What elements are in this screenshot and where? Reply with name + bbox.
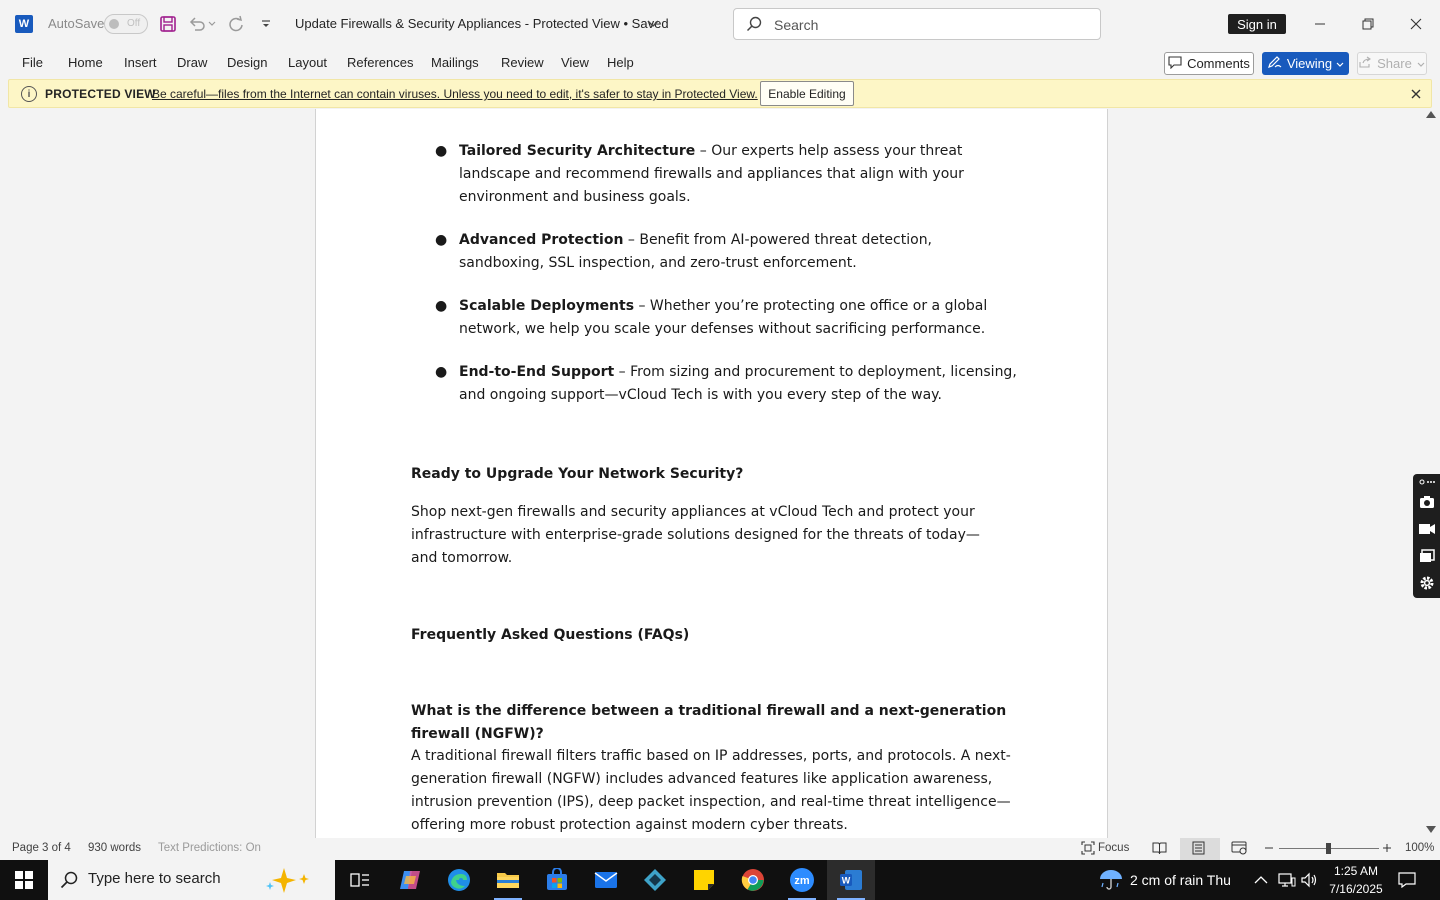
tab-view[interactable]: View	[561, 55, 589, 70]
scroll-down-arrow-icon[interactable]	[1426, 826, 1436, 833]
clock-date: 7/16/2025	[1329, 882, 1383, 896]
app-diamond-icon[interactable]	[631, 860, 679, 900]
autosave-toggle[interactable]	[104, 14, 148, 34]
tab-review[interactable]: Review	[501, 55, 544, 70]
word-count[interactable]: 930 words	[88, 842, 142, 854]
list-item-text: – From sizing and procurement to deployment, licensing, and ongoing support—vCloud Tech is with you every step of the way.	[459, 364, 1017, 403]
shop-paragraph: Shop next-gen firewalls and security appliances at vCloud Tech and protect your infrastructure with enterprise-grade solutions designed for the threats of today—and tomorrow.	[411, 504, 980, 566]
enable-editing-button[interactable]: Enable Editing	[760, 81, 854, 106]
taskbar-search-input[interactable]	[88, 870, 268, 887]
rain-umbrella-icon	[1098, 867, 1124, 894]
bullet-icon: ●	[435, 298, 448, 314]
read-mode-icon[interactable]	[1152, 841, 1167, 858]
share-button[interactable]	[1357, 52, 1427, 75]
more-options-icon[interactable]	[1418, 476, 1436, 488]
list-item	[435, 295, 1019, 341]
tab-design[interactable]: Design	[227, 55, 268, 70]
sign-in-button[interactable]: Sign in	[1228, 14, 1286, 34]
edge-browser-icon[interactable]	[435, 860, 483, 900]
customize-toolbar-icon[interactable]	[256, 14, 276, 34]
save-icon[interactable]	[158, 14, 178, 34]
svg-text:W: W	[841, 875, 851, 886]
list-item-title: Tailored Security Architecture	[459, 143, 696, 159]
tab-file[interactable]: File	[22, 55, 43, 70]
windows-start-icon[interactable]	[0, 860, 48, 900]
section-heading-faq: Frequently Asked Questions (FAQs)	[411, 627, 690, 643]
tab-help[interactable]: Help	[607, 55, 634, 70]
notification-icon[interactable]	[1398, 860, 1416, 900]
document-page[interactable]	[315, 109, 1108, 838]
faq-question: What is the difference between a traditional firewall and a next-generation firewall (NGFW)?	[411, 703, 1007, 742]
protected-view-message-link[interactable]: Be careful—files from the Internet can contain viruses. Unless you need to edit, it's safer to stay in Protected View.	[152, 87, 758, 101]
share-label: Share	[1377, 56, 1412, 71]
autosave-state: Off	[127, 18, 141, 29]
tab-layout[interactable]: Layout	[288, 55, 328, 70]
chrome-browser-icon[interactable]	[729, 860, 777, 900]
zoom-app-icon[interactable]	[778, 860, 826, 900]
autosave-label: AutoSave	[48, 16, 105, 31]
taskbar	[0, 860, 1440, 900]
document-canvas[interactable]	[0, 109, 1422, 838]
tray-chevron-up-icon[interactable]	[1254, 860, 1268, 900]
word-taskbar-icon[interactable]	[827, 860, 875, 900]
list-item	[435, 140, 1019, 209]
svg-text:zm: zm	[794, 875, 810, 887]
list-item-title: Scalable Deployments	[459, 298, 635, 314]
title-chevron-down-icon[interactable]	[643, 14, 663, 34]
status-bar	[0, 838, 1440, 860]
search-input[interactable]	[774, 15, 1074, 35]
section-heading-upgrade: Ready to Upgrade Your Network Security?	[411, 466, 744, 482]
clock-time: 1:25 AM	[1333, 864, 1379, 878]
list-item-text: – Whether you’re protecting one office or a global network, we help you scale your defenses without sacrificing performance.	[459, 298, 988, 337]
close-icon[interactable]	[1407, 85, 1425, 103]
taskbar-clock[interactable]	[1326, 862, 1386, 898]
document-title[interactable]: Update Firewalls & Security Appliances - Protected View • Saved	[295, 16, 669, 31]
undo-dropdown-icon[interactable]	[206, 14, 218, 34]
page-indicator[interactable]: Page 3 of 4	[12, 842, 71, 854]
pen-icon	[1267, 55, 1283, 72]
chevron-down-icon	[1336, 56, 1344, 71]
zoom-out-icon[interactable]	[1264, 841, 1274, 858]
window-capture-icon[interactable]	[1418, 547, 1436, 565]
toggle-knob	[109, 19, 119, 29]
zoom-level[interactable]: 100%	[1405, 842, 1435, 854]
copilot-app-icon[interactable]	[386, 860, 434, 900]
close-window-icon[interactable]	[1401, 10, 1431, 38]
minimize-icon[interactable]	[1305, 10, 1335, 38]
list-item-text: – Benefit from AI-powered threat detection, sandboxing, SSL inspection, and zero-trust enforcement.	[459, 232, 933, 271]
comments-label: Comments	[1187, 56, 1250, 71]
file-explorer-icon[interactable]	[484, 860, 532, 900]
weather-text: 2 cm of rain Thu	[1130, 872, 1231, 888]
list-item	[435, 229, 1019, 275]
bullet-icon: ●	[435, 364, 448, 380]
protected-view-bar	[8, 79, 1432, 108]
bullet-icon: ●	[435, 232, 448, 248]
volume-icon[interactable]	[1301, 860, 1319, 900]
zoom-in-icon[interactable]	[1382, 841, 1392, 858]
network-icon[interactable]	[1278, 860, 1296, 900]
focus-icon	[1081, 841, 1095, 858]
focus-button[interactable]: Focus	[1098, 842, 1130, 854]
comment-icon	[1168, 56, 1182, 72]
search-icon	[746, 16, 762, 35]
search-box[interactable]	[733, 8, 1101, 40]
protected-view-title: PROTECTED VIEW	[45, 87, 156, 101]
video-icon[interactable]	[1418, 520, 1436, 538]
list-item-text: – Our experts help assess your threat landscape and recommend firewalls and appliances that align with your environment and business goals.	[459, 143, 964, 205]
web-layout-icon[interactable]	[1231, 841, 1247, 858]
viewing-mode-button[interactable]	[1262, 52, 1349, 75]
zoom-slider-thumb[interactable]	[1326, 843, 1331, 854]
viewing-label: Viewing	[1286, 56, 1333, 71]
list-item-title: End-to-End Support	[459, 364, 615, 380]
taskbar-search-icon	[60, 871, 78, 892]
tab-mailings[interactable]: Mailings	[431, 55, 479, 70]
info-icon: i	[21, 86, 37, 102]
scroll-up-arrow-icon[interactable]	[1426, 111, 1436, 118]
title-bar	[0, 0, 1440, 48]
redo-icon[interactable]	[226, 14, 246, 34]
share-chevron-icon	[1417, 56, 1425, 71]
mail-icon[interactable]	[582, 860, 630, 900]
sticky-notes-icon[interactable]	[680, 860, 728, 900]
bullet-icon: ●	[435, 143, 448, 159]
word-app-icon: W	[15, 15, 33, 33]
print-layout-icon[interactable]	[1192, 841, 1205, 858]
tab-draw[interactable]: Draw	[177, 55, 208, 70]
camera-icon[interactable]	[1418, 493, 1436, 511]
taskbar-search[interactable]	[48, 860, 335, 900]
restore-icon[interactable]	[1353, 10, 1383, 38]
faq-answer: A traditional firewall filters traffic based on IP addresses, ports, and protocols. A next-generation firewall (NGFW) includes advanced features like application awareness, intrusion prevention (IPS), deep packet inspection, and real-time threat intelligence—offering more robust protection against modern cyber threats.	[411, 748, 1011, 833]
microsoft-store-icon[interactable]	[533, 860, 581, 900]
list-item-title: Advanced Protection	[459, 232, 624, 248]
tab-insert[interactable]: Insert	[124, 55, 157, 70]
weather-widget[interactable]	[1098, 860, 1231, 900]
list-item	[435, 361, 1019, 407]
tab-references[interactable]: References	[347, 55, 414, 70]
floating-capture-toolbar	[1413, 474, 1440, 598]
comments-button[interactable]	[1164, 52, 1254, 75]
share-icon	[1359, 56, 1372, 71]
task-view-icon[interactable]	[336, 860, 384, 900]
copilot-sparkle-icon	[264, 866, 324, 897]
undo-icon[interactable]	[187, 14, 207, 34]
tab-home[interactable]: Home	[68, 55, 103, 70]
text-predictions-status[interactable]: Text Predictions: On	[158, 842, 261, 854]
gear-icon[interactable]	[1418, 574, 1436, 592]
